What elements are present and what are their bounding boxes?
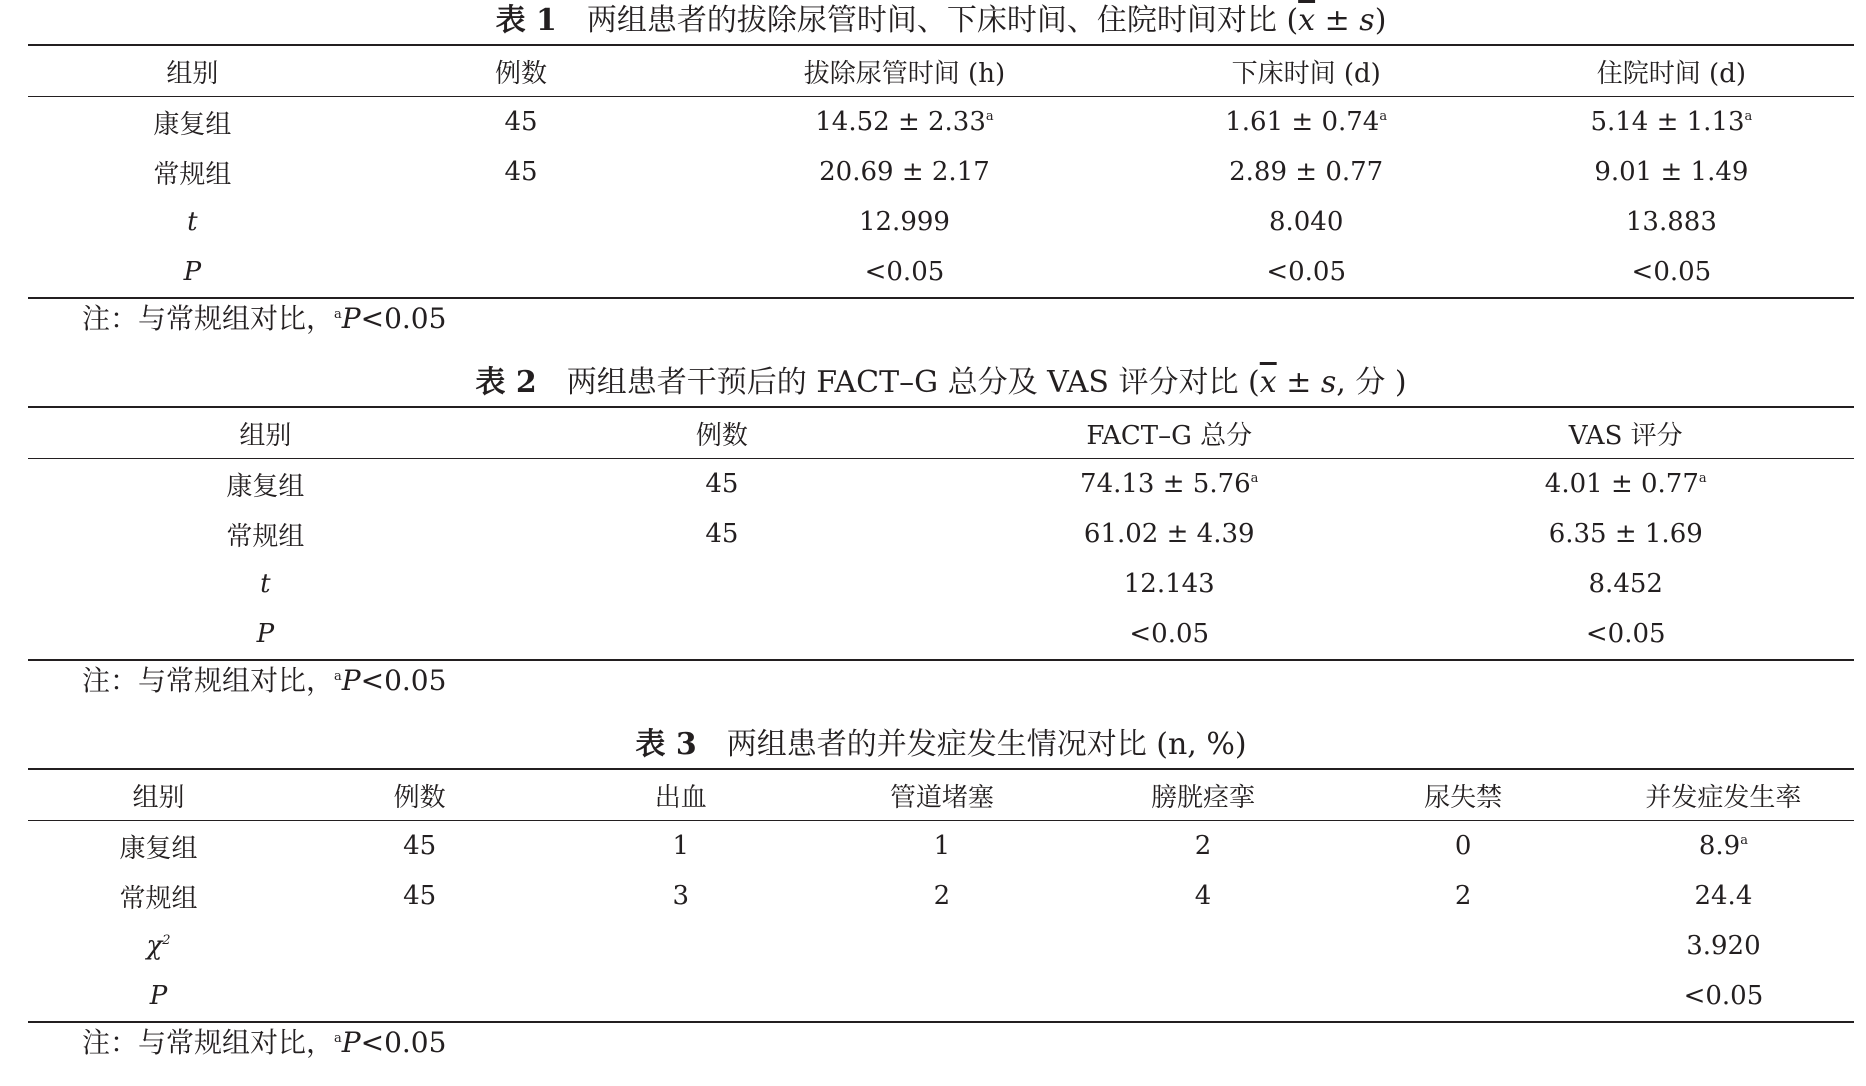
group-cell: 常规组 [226,521,305,552]
value-cell: <0.05 [1585,619,1666,649]
table-row [28,459,1854,510]
count-cell: 45 [403,831,437,861]
value-cell: 12.143 [1123,569,1215,599]
value-cell: 74.13 ± 5.76$^a$ [1080,469,1259,499]
value-cell [1072,971,1333,1022]
table2 [28,406,1854,661]
col-header: 膀胱痉挛 [1150,782,1255,813]
table3-note: 注：与常规组对比，$^a$P<0.05 [82,1026,447,1059]
table3-section [28,724,1854,1067]
value-cell: <0.05 [1266,257,1347,287]
value-cell: 24.4 [1694,881,1753,911]
value-cell: 2 [1454,881,1472,911]
value-cell: 13.883 [1625,207,1717,237]
col-header: 出血 [654,782,707,813]
value-cell: 5.14 ± 1.13$^a$ [1590,107,1753,137]
col-header: 住院时间 (d) [1596,58,1746,89]
value-cell: 4 [1194,881,1212,911]
count-cell [289,971,550,1022]
table1-header-row [28,45,1854,97]
table-row [28,247,1854,298]
value-cell: 1 [933,831,951,861]
stat-label-cell: P [183,257,202,287]
stat-label-cell: $\chi^2$ [146,931,171,961]
value-cell: 0 [1454,831,1472,861]
group-cell: 康复组 [153,109,232,140]
col-header: FACT–G 总分 [1086,420,1253,451]
count-cell: 45 [705,519,739,549]
value-cell: <0.05 [1631,257,1712,287]
table3-header-row [28,769,1854,821]
group-cell: 康复组 [119,833,198,864]
stat-label-cell: P [256,619,275,649]
table2-section [28,362,1854,705]
col-header: 例数 [495,58,548,89]
col-header: 下床时间 (d) [1231,58,1381,89]
table3-title: 表 3 两组患者的并发症发生情况对比 (n, %) [635,727,1247,762]
table-row [28,921,1854,971]
value-cell [811,971,1072,1022]
stat-label-cell: P [149,981,168,1011]
col-header: 组别 [239,420,292,451]
count-cell: 45 [705,469,739,499]
count-cell: 45 [504,107,538,137]
value-cell: 6.35 ± 1.69 [1548,519,1703,549]
count-cell: 45 [403,881,437,911]
count-cell [503,609,941,660]
table1 [28,44,1854,299]
col-header: 管道堵塞 [889,782,994,813]
value-cell: <0.05 [864,257,945,287]
stat-label-cell: t [187,207,198,237]
value-cell [1334,921,1593,971]
col-header: 组别 [132,782,185,813]
group-cell: 常规组 [153,159,232,190]
col-header: VAS 评分 [1568,420,1683,451]
count-cell [289,921,550,971]
value-cell [550,971,811,1022]
count-cell [357,197,686,247]
value-cell: 1 [672,831,690,861]
table-row [28,609,1854,660]
group-cell: 康复组 [226,471,305,502]
value-cell [811,921,1072,971]
table1-title: 表 1 两组患者的拔除尿管时间、下床时间、住院时间对比 $(\overline{x} \pm s)$ [495,3,1387,38]
stat-label-cell: t [260,569,271,599]
value-cell: 2 [933,881,951,911]
value-cell [550,921,811,971]
value-cell: 2 [1194,831,1212,861]
value-cell [1334,971,1593,1022]
table-row [28,559,1854,609]
value-cell: 4.01 ± 0.77$^a$ [1544,469,1707,499]
table-row [28,821,1854,872]
value-cell: 20.69 ± 2.17 [819,157,990,187]
value-cell: <0.05 [1129,619,1210,649]
value-cell: 8.040 [1268,207,1344,237]
col-header: 例数 [695,420,748,451]
count-cell [503,559,941,609]
table3-label: 表 3 [635,727,697,762]
value-cell: 3.920 [1686,931,1761,961]
table1-section [28,0,1854,343]
table1-note: 注：与常规组对比，$^a$P<0.05 [82,302,447,335]
value-cell: 1.61 ± 0.74$^a$ [1225,107,1388,137]
value-cell: 9.01 ± 1.49 [1594,157,1749,187]
value-cell: 14.52 ± 2.33$^a$ [815,107,994,137]
count-cell: 45 [504,157,538,187]
table-row [28,971,1854,1022]
table2-title: 表 2 两组患者干预后的 FACT–G 总分及 VAS 评分对比 ($\overline{x} \pm s$, 分 ) [475,365,1407,400]
value-cell: 61.02 ± 4.39 [1083,519,1255,549]
table2-note: 注：与常规组对比，$^a$P<0.05 [82,664,447,697]
table-row [28,871,1854,921]
value-cell: 8.9$^a$ [1698,831,1748,861]
col-header: 并发症发生率 [1645,782,1802,813]
col-header: 拔除尿管时间 (h) [803,58,1006,89]
value-cell [1072,921,1333,971]
col-header: 尿失禁 [1424,782,1503,813]
value-cell: 3 [672,881,690,911]
value-cell: 8.452 [1588,569,1663,599]
value-cell: <0.05 [1683,981,1764,1011]
table-row [28,147,1854,197]
table3 [28,768,1854,1023]
value-cell: 2.89 ± 0.77 [1229,157,1384,187]
group-cell: 常规组 [119,883,198,914]
table-row [28,197,1854,247]
table-row [28,509,1854,559]
table2-label: 表 2 [475,365,537,400]
count-cell [357,247,686,298]
col-header: 例数 [393,782,446,813]
table1-label: 表 1 [495,3,557,38]
col-header: 组别 [166,58,219,89]
table-row [28,97,1854,148]
value-cell: 12.999 [858,207,950,237]
table2-header-row [28,407,1854,459]
